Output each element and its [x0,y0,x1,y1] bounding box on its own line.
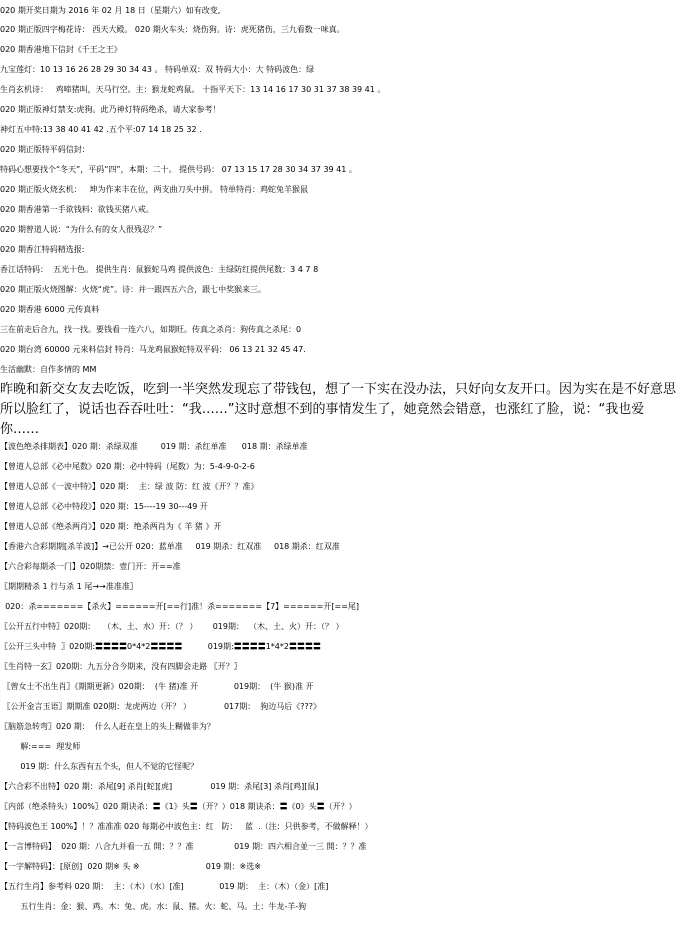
text-line: 〖曾女士不出生肖〗《期期更新》020期： (牛 猪)准 开 019期： (牛 猴)准 开 [0,682,314,691]
text-line: 020 期香港第一手欲钱料：欲钱买猪八戒。 [0,205,154,214]
text-line: 〖公开三头中特 〗020期:〓〓〓〓0*4*2〓〓〓〓 019期:〓〓〓〓1*4*2〓〓〓〓 [0,642,321,651]
text-line: 020 期正版特平码信封： [0,145,90,154]
text-line: 【曾道人总部《一波中特》】020 期： 主：绿 波 防：红 波《开？？准》 [0,482,259,491]
text-line: 〖生肖特一玄〗020期：九五分合今期来，没有四脚会走路 〖开？〗 [0,662,242,671]
text-line: 九宝莲灯：10 13 16 26 28 29 30 34 43 。 特码单双：双 特码大小：大 特码波色：绿 [0,65,315,74]
text-line: 【六合彩不出特】020 期：杀尾[9] 杀肖[蛇][虎] 019 期：杀尾[3] 杀肖[鸡][鼠] [0,782,319,791]
text-line: 香江话特码： 五光十色。 提供生肖：鼠猴蛇马鸡 提供波色：主绿防红提供尾数：3 4 7 8 [0,265,319,274]
text-line: 生活幽默：自作多情的 MM [0,365,97,374]
text-line: 020 期正版神灯禁支:虎狗。此乃神灯特码绝杀，请大家参考！ [0,105,221,114]
text-line: 020 期香江特码精选报: [0,245,85,254]
text-line: 〖内部（绝杀特头）100%〗020 期诀杀：〓《1》头〓（开？）018 期诀杀：〓《0》头〓（开？） [0,802,357,811]
text-line: 020 期正版四字梅花诗： 西天大殿。 020 期火车头：烧伤狗。诗：虎死猪伤，三九看数一味真。 [0,25,345,34]
text-line: 【曾道人总部《必中特段》】020 期：15----19 30---49 开 [0,502,208,511]
text-line: 三在前走后合九，找一找。要钱看一连六八，如期旺。传真之杀肖：狗传真之杀尾：0 [0,325,302,334]
text-line: 020 期正版火烧玄机： 坤为作来丰在位，两支曲刀头中拼。 特单特肖：鸡蛇兔羊猴鼠 [0,185,308,194]
text-line: 〖公开五行中特〗020期： （木、土、水）开：（？ ） 019期： （木、土、火）开：（？ ） [0,622,344,631]
text-line: 020 期香港 6000 元传真料 [0,305,100,314]
text-line: 【曾道人总部《必中尾数》020 期：必中特码（尾数）为：5-4-9-0-2-6 [0,462,255,471]
text-line: 【波色绝杀排期表】020 期：杀绿双准 019 期：杀红单准 018 期：杀绿单准 [0,442,308,451]
text-line: 020：杀=======【杀火】======开[==行]准！杀=======【7】======开[==尾] [0,602,360,611]
text-line: 020 期正版火烧图解：火烧“虎”。诗：并一跟四五六合，跟七中奖猴来三。 [0,285,267,294]
text-line: 020 期台湾 60000 元来料信封 特肖：马龙鸡鼠猴蛇特双平码： 06 13 21 32 45 47. [0,345,306,354]
text-line: 特码心想要找个“冬天”，平码“四”，本期：二十。 提供号码： 07 13 15 17 28 30 34 37 39 41 。 [0,165,357,174]
text-line: 019 期：什么东西有五个头，但人不觉的它怪呢？ [0,762,199,771]
text-line: 020 期开奖日期为 2016 年 02 月 18 日（星期六）如有改变, [0,6,221,15]
text-line: 【特码波色王 100%】！？准准准 020 每期必中波色主：红 防： 蓝 .（注：只供参考，不做解释！） [0,822,373,831]
text-line: 【六合彩每期杀一门】020期禁：壹门开：开==准 [0,562,181,571]
text-line: 【五行生肖】参考料 020 期： 主：（木）（水）[准] 019 期： 主：（木）（金）[准] [0,882,329,891]
text-line: 五行生肖：金：猴、鸡。木：兔、虎。水：鼠、猪。火：蛇、马。土：牛龙-羊-狗 [0,902,307,911]
humor-paragraph: 昨晚和新交女友去吃饭，吃到一半突然发现忘了带钱包，想了一下实在没办法，只好向女友开口。因为实在是不好意思所以脸红了，说话也吞吞吐吐：“我……”这时意想不到的事情发生了，她竟然会错意，也涨红了脸，说：“我也爱你…… [0,382,677,437]
text-line: 【香港六合彩期期[杀羊波]】→已公开 020：蓝单准 019 期杀：红双准 018 期杀：红双准 [0,542,340,551]
text-line: 解:=== 理发师 [0,742,81,751]
text-line: 〖脑筋急转弯〗020 期： 什么人赶在皇上的头上糊做非为？ [0,722,215,731]
text-line: 【一言博特码】 020 期：八合九并看一五 開：？？准 019 期：四六相合並一三 開：？？准 [0,842,367,851]
text-line: 〖公开金言玉语〗期期准 020期：龙虎两边（开？ ） 017期： 狗边马后《???》 [0,702,322,711]
text-line: 【曾道人总部《绝杀两肖》】020 期：绝杀两肖为《 羊 猪 》开 [0,522,222,531]
text-line: 〖期期精杀 1 行与杀 1 尾→→准准准〗 [0,582,138,591]
text-line: 【一字解特码】：[原创] 020 期※ 头 ※ 019 期：※选※ [0,862,261,871]
text-line: 020 期曾道人说：“为什么有的女人很残忍？” [0,225,163,234]
text-line: 神灯五中特:13 38 40 41 42 .五个平:07 14 18 25 32 . [0,125,202,134]
text-line: 020 期香港地下信封《千王之王》 [0,45,122,54]
text-line: 生肖玄机诗： 鸡啼猪叫，天马行空。主：猴龙蛇鸡鼠。 十指平天下：13 14 16 17 30 31 37 38 39 41 。 [0,85,386,94]
